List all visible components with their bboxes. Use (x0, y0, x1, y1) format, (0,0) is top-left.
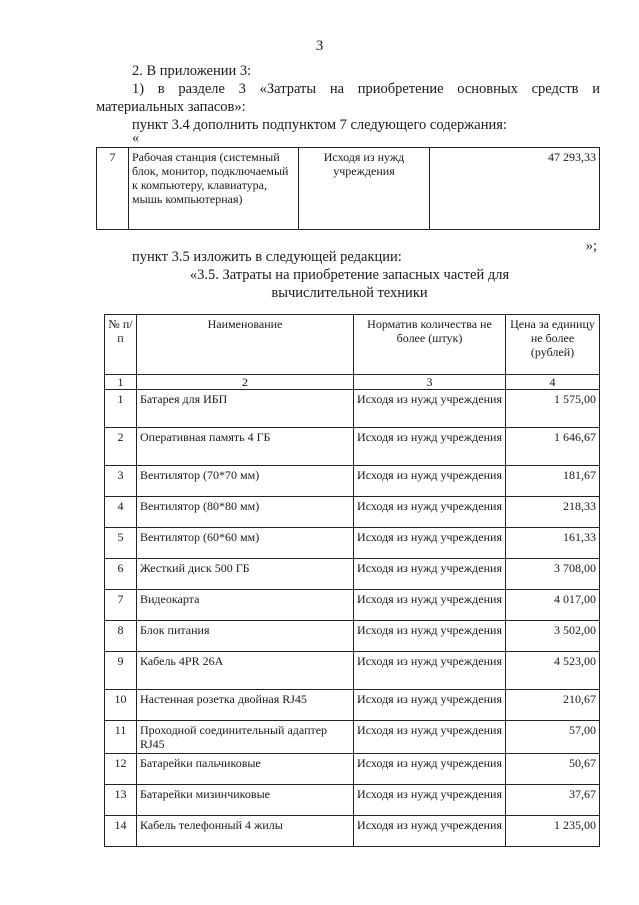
cell-num: 6 (105, 559, 137, 590)
cell-name: Оперативная память 4 ГБ (137, 428, 354, 466)
paragraph-3-4: пункт 3.4 дополнить подпунктом 7 следующего содержания: (132, 117, 507, 133)
item-2-heading: 2. В приложении 3: (132, 63, 252, 79)
cell-norm: Исходя из нужд учреждения (354, 652, 506, 690)
cell-num: 14 (105, 816, 137, 847)
item-1-line-2: материальных запасов»: (96, 99, 246, 115)
cell-num: 7 (97, 148, 129, 230)
cell-num: 4 (105, 497, 137, 528)
cell-norm: Исходя из нужд учреждения (354, 497, 506, 528)
cell-name: Проходной соединительный адаптер RJ45 (137, 721, 354, 754)
cell-price: 4 523,00 (506, 652, 600, 690)
quote-open: « (132, 130, 140, 146)
table-header-row (105, 315, 600, 375)
index-row (105, 375, 600, 390)
cell-norm: Исходя из нужд учреждения (354, 754, 506, 785)
index-cell: 1 (105, 375, 137, 390)
cell-name: Батарея для ИБП (137, 390, 354, 428)
cell-name: Кабель 4PR 26A (137, 652, 354, 690)
cell-price: 3 502,00 (506, 621, 600, 652)
cell-num: 9 (105, 652, 137, 690)
cell-norm: Исходя из нужд учреждения (354, 690, 506, 721)
cell-price: 181,67 (506, 466, 600, 497)
paragraph-3-5: пункт 3.5 изложить в следующей редакции: (132, 249, 402, 265)
cell-norm: Исходя из нужд учреждения (354, 528, 506, 559)
cell-price: 47 293,33 (430, 148, 600, 230)
cell-num: 11 (105, 721, 137, 754)
table-row (105, 816, 600, 847)
table-row (105, 466, 600, 497)
cell-price: 57,00 (506, 721, 600, 754)
cell-price: 161,33 (506, 528, 600, 559)
cell-num: 1 (105, 390, 137, 428)
header-norm: Норматив количества не более (штук) (354, 315, 506, 375)
cell-num: 7 (105, 590, 137, 621)
cell-num: 8 (105, 621, 137, 652)
table-row (105, 785, 600, 816)
cell-norm: Исходя из нужд учреждения (354, 466, 506, 497)
table-row (105, 497, 600, 528)
cell-norm: Исходя из нужд учреждения (354, 785, 506, 816)
cell-name: Кабель телефонный 4 жилы (137, 816, 354, 847)
table-row (105, 721, 600, 754)
table-row (105, 428, 600, 466)
cell-name: Видеокарта (137, 590, 354, 621)
cell-name: Батарейки мизинчиковые (137, 785, 354, 816)
table-row (105, 652, 600, 690)
quote-close: »; (585, 238, 597, 254)
cell-num: 3 (105, 466, 137, 497)
cell-price: 1 235,00 (506, 816, 600, 847)
table-3-5 (104, 314, 600, 847)
cell-norm: Исходя из нужд учреждения (354, 816, 506, 847)
cell-name: Батарейки пальчиковые (137, 754, 354, 785)
page-number: 3 (315, 38, 324, 54)
cell-price: 1 575,00 (506, 390, 600, 428)
cell-price: 218,33 (506, 497, 600, 528)
cell-norm: Исходя из нужд учреждения (354, 621, 506, 652)
cell-norm: Исходя из нужд учреждения (354, 428, 506, 466)
cell-name: Рабочая станция (системный блок, монитор, подключаемый к компьютеру, клавиатура, мышь компьютерная) (129, 148, 299, 230)
cell-norm: Исходя из нужд учреждения (299, 148, 430, 230)
cell-price: 37,67 (506, 785, 600, 816)
cell-norm: Исходя из нужд учреждения (354, 390, 506, 428)
cell-norm: Исходя из нужд учреждения (354, 721, 506, 754)
cell-num: 12 (105, 754, 137, 785)
cell-num: 10 (105, 690, 137, 721)
cell-name: Вентилятор (70*70 мм) (137, 466, 354, 497)
table-row (105, 690, 600, 721)
cell-name: Блок питания (137, 621, 354, 652)
cell-price: 3 708,00 (506, 559, 600, 590)
cell-price: 4 017,00 (506, 590, 600, 621)
cell-num: 5 (105, 528, 137, 559)
cell-num: 13 (105, 785, 137, 816)
index-cell: 3 (354, 375, 506, 390)
table-row (105, 559, 600, 590)
section-title-line-1: «3.5. Затраты на приобретение запасных частей для (189, 267, 510, 283)
cell-name: Вентилятор (80*80 мм) (137, 497, 354, 528)
section-title-line-2: вычислительной техники (271, 285, 428, 301)
table-body (105, 390, 600, 847)
table-row (105, 390, 600, 428)
index-cell: 2 (137, 375, 354, 390)
cell-name: Жесткий диск 500 ГБ (137, 559, 354, 590)
cell-price: 1 646,67 (506, 428, 600, 466)
table-3-4-addition (96, 147, 600, 230)
header-name: Наименование (137, 315, 354, 375)
index-cell: 4 (506, 375, 600, 390)
cell-name: Настенная розетка двойная RJ45 (137, 690, 354, 721)
cell-num: 2 (105, 428, 137, 466)
header-price: Цена за единицу не более (рублей) (506, 315, 600, 375)
header-num: № п/п (105, 315, 137, 375)
cell-norm: Исходя из нужд учреждения (354, 559, 506, 590)
table-row (105, 621, 600, 652)
cell-price: 210,67 (506, 690, 600, 721)
table-row (105, 754, 600, 785)
cell-norm: Исходя из нужд учреждения (354, 590, 506, 621)
cell-price: 50,67 (506, 754, 600, 785)
table-row (105, 590, 600, 621)
item-1-line-1: 1) в разделе 3 «Затраты на приобретение основных средств и (132, 81, 600, 97)
table-row (97, 148, 600, 230)
cell-name: Вентилятор (60*60 мм) (137, 528, 354, 559)
table-row (105, 528, 600, 559)
